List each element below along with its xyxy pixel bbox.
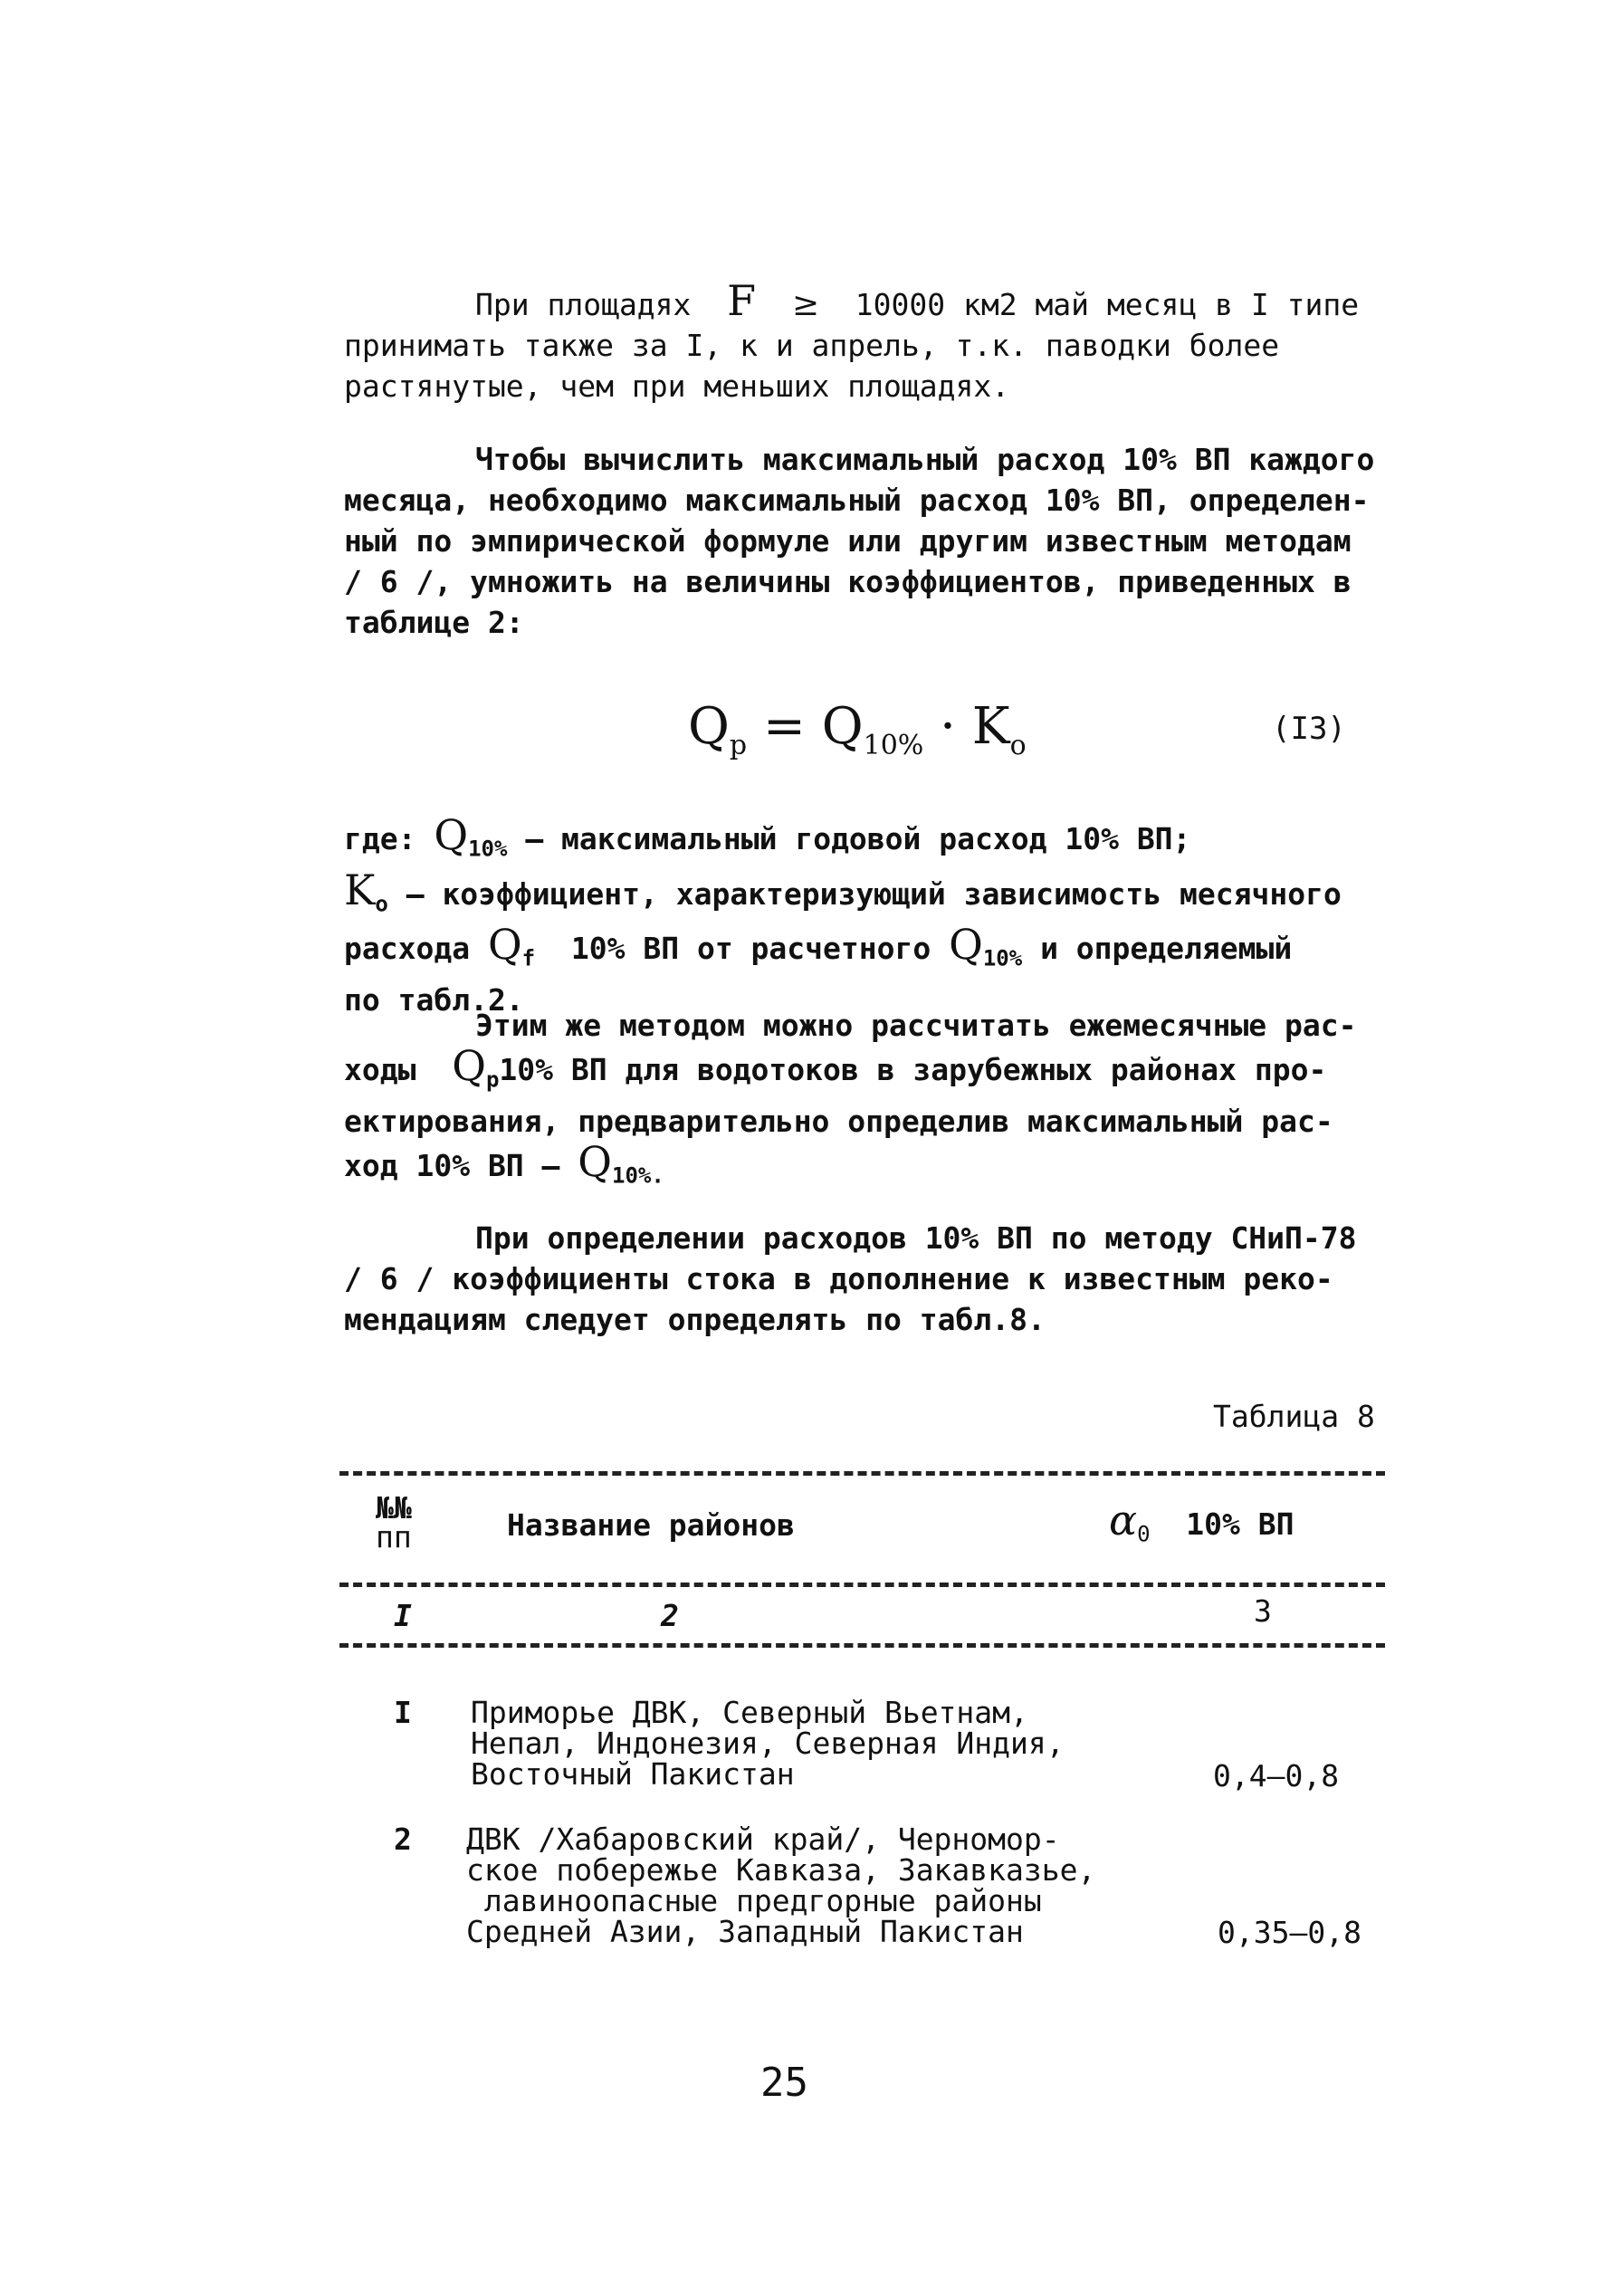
paragraph-line: месяца, необходимо максимальный расход 10% ВП, определен- xyxy=(344,483,1370,518)
paragraph-line: расхода $Q_f$ 10% ВП от расчетного $Q_{10\%}$ и определяемый xyxy=(344,920,1293,971)
paragraph-line: по табл.2. xyxy=(344,981,524,1018)
paragraph-line: мендациям следует определять по табл.8. xyxy=(344,1302,1046,1337)
table-row-value: 0,4–0,8 xyxy=(1213,1758,1340,1793)
header-runoff-coefficient: $\alpha_0$ 10% ВП xyxy=(1109,1496,1294,1547)
table-row-regions: Приморье ДВК, Северный Вьетнам, Непал, Индонезия, Северная Индия, Восточный Пакистан xyxy=(471,1695,1065,1792)
table-caption: Таблица 8 xyxy=(1213,1399,1375,1434)
table-rule-header xyxy=(339,1583,1385,1587)
column-number: 3 xyxy=(1254,1593,1272,1629)
paragraph-line: Этим же методом можно рассчитать ежемесячные рас- xyxy=(475,1008,1357,1043)
formula-number: (I3) xyxy=(1272,711,1346,747)
paragraph-line: / 6 /, умножить на величины коэффициентов, приведенных в xyxy=(344,564,1352,599)
table-row-regions: ДВК /Хабаровский край/, Черномор- ское побережье Кавказа, Закавказье, лавиноопасные предгорные районы Средней Азии, Западный Пакистан xyxy=(466,1822,1096,1949)
page-number: 25 xyxy=(760,2060,808,2106)
paragraph-line: При определении расходов 10% ВП по методу СНиП-78 xyxy=(475,1220,1357,1256)
table-rule-top xyxy=(339,1471,1385,1476)
paragraph-line: При площадях F ≥ 10000 км2 май месяц в I типе xyxy=(475,276,1360,325)
paragraph-line: ход 10% ВП – $Q_{10\%.}$ xyxy=(344,1136,664,1189)
column-number: I xyxy=(394,1598,412,1633)
paragraph-line: / 6 / коэффициенты стока в дополнение к известным реко- xyxy=(344,1261,1333,1296)
table-row-value: 0,35–0,8 xyxy=(1218,1915,1361,1950)
paragraph-large-areas xyxy=(344,276,1439,406)
header-region-name: Название районов xyxy=(507,1507,795,1543)
paragraph-line: принимать также за I, к и апрель, т.к. паводки более xyxy=(344,328,1280,363)
table-rule-columns xyxy=(339,1643,1385,1648)
table-row-number: I xyxy=(394,1695,412,1730)
formula-13: $Q_p = Q_{10\%} \cdot K_o$ xyxy=(688,697,1027,762)
definition-ko: $K_o$ – коэффициент, характеризующий зависимость месячного xyxy=(344,865,1342,917)
symbol-ge: ≥ xyxy=(791,286,820,323)
paragraph-line: растянутые, чем при меньших площадях. xyxy=(344,368,1010,404)
paragraph-monthly-discharge xyxy=(344,439,1439,643)
paragraph-foreign-regions xyxy=(344,1005,1439,1196)
symbol-f: F xyxy=(727,276,757,325)
header-number: №№ пп xyxy=(376,1490,412,1554)
paragraph-line: таблице 2: xyxy=(344,605,524,640)
table-row-number: 2 xyxy=(394,1822,412,1857)
paragraph-line: ектирования, предварительно определив максимальный рас- xyxy=(344,1103,1333,1139)
column-number: 2 xyxy=(661,1598,679,1633)
formula-definitions xyxy=(344,810,1439,1020)
paragraph-snip-method xyxy=(344,1218,1439,1340)
definition-q10: где: $Q_{10\%}$ – максимальный годовой расход 10% ВП; xyxy=(344,810,1191,862)
paragraph-line: ный по эмпирической формуле или другим известным методам xyxy=(344,523,1352,559)
paragraph-line: ходы $Q_p10\%$ ВП для водотоков в зарубежных районах про- xyxy=(344,1041,1327,1093)
paragraph-line: Чтобы вычислить максимальный расход 10% ВП каждого xyxy=(475,442,1375,477)
